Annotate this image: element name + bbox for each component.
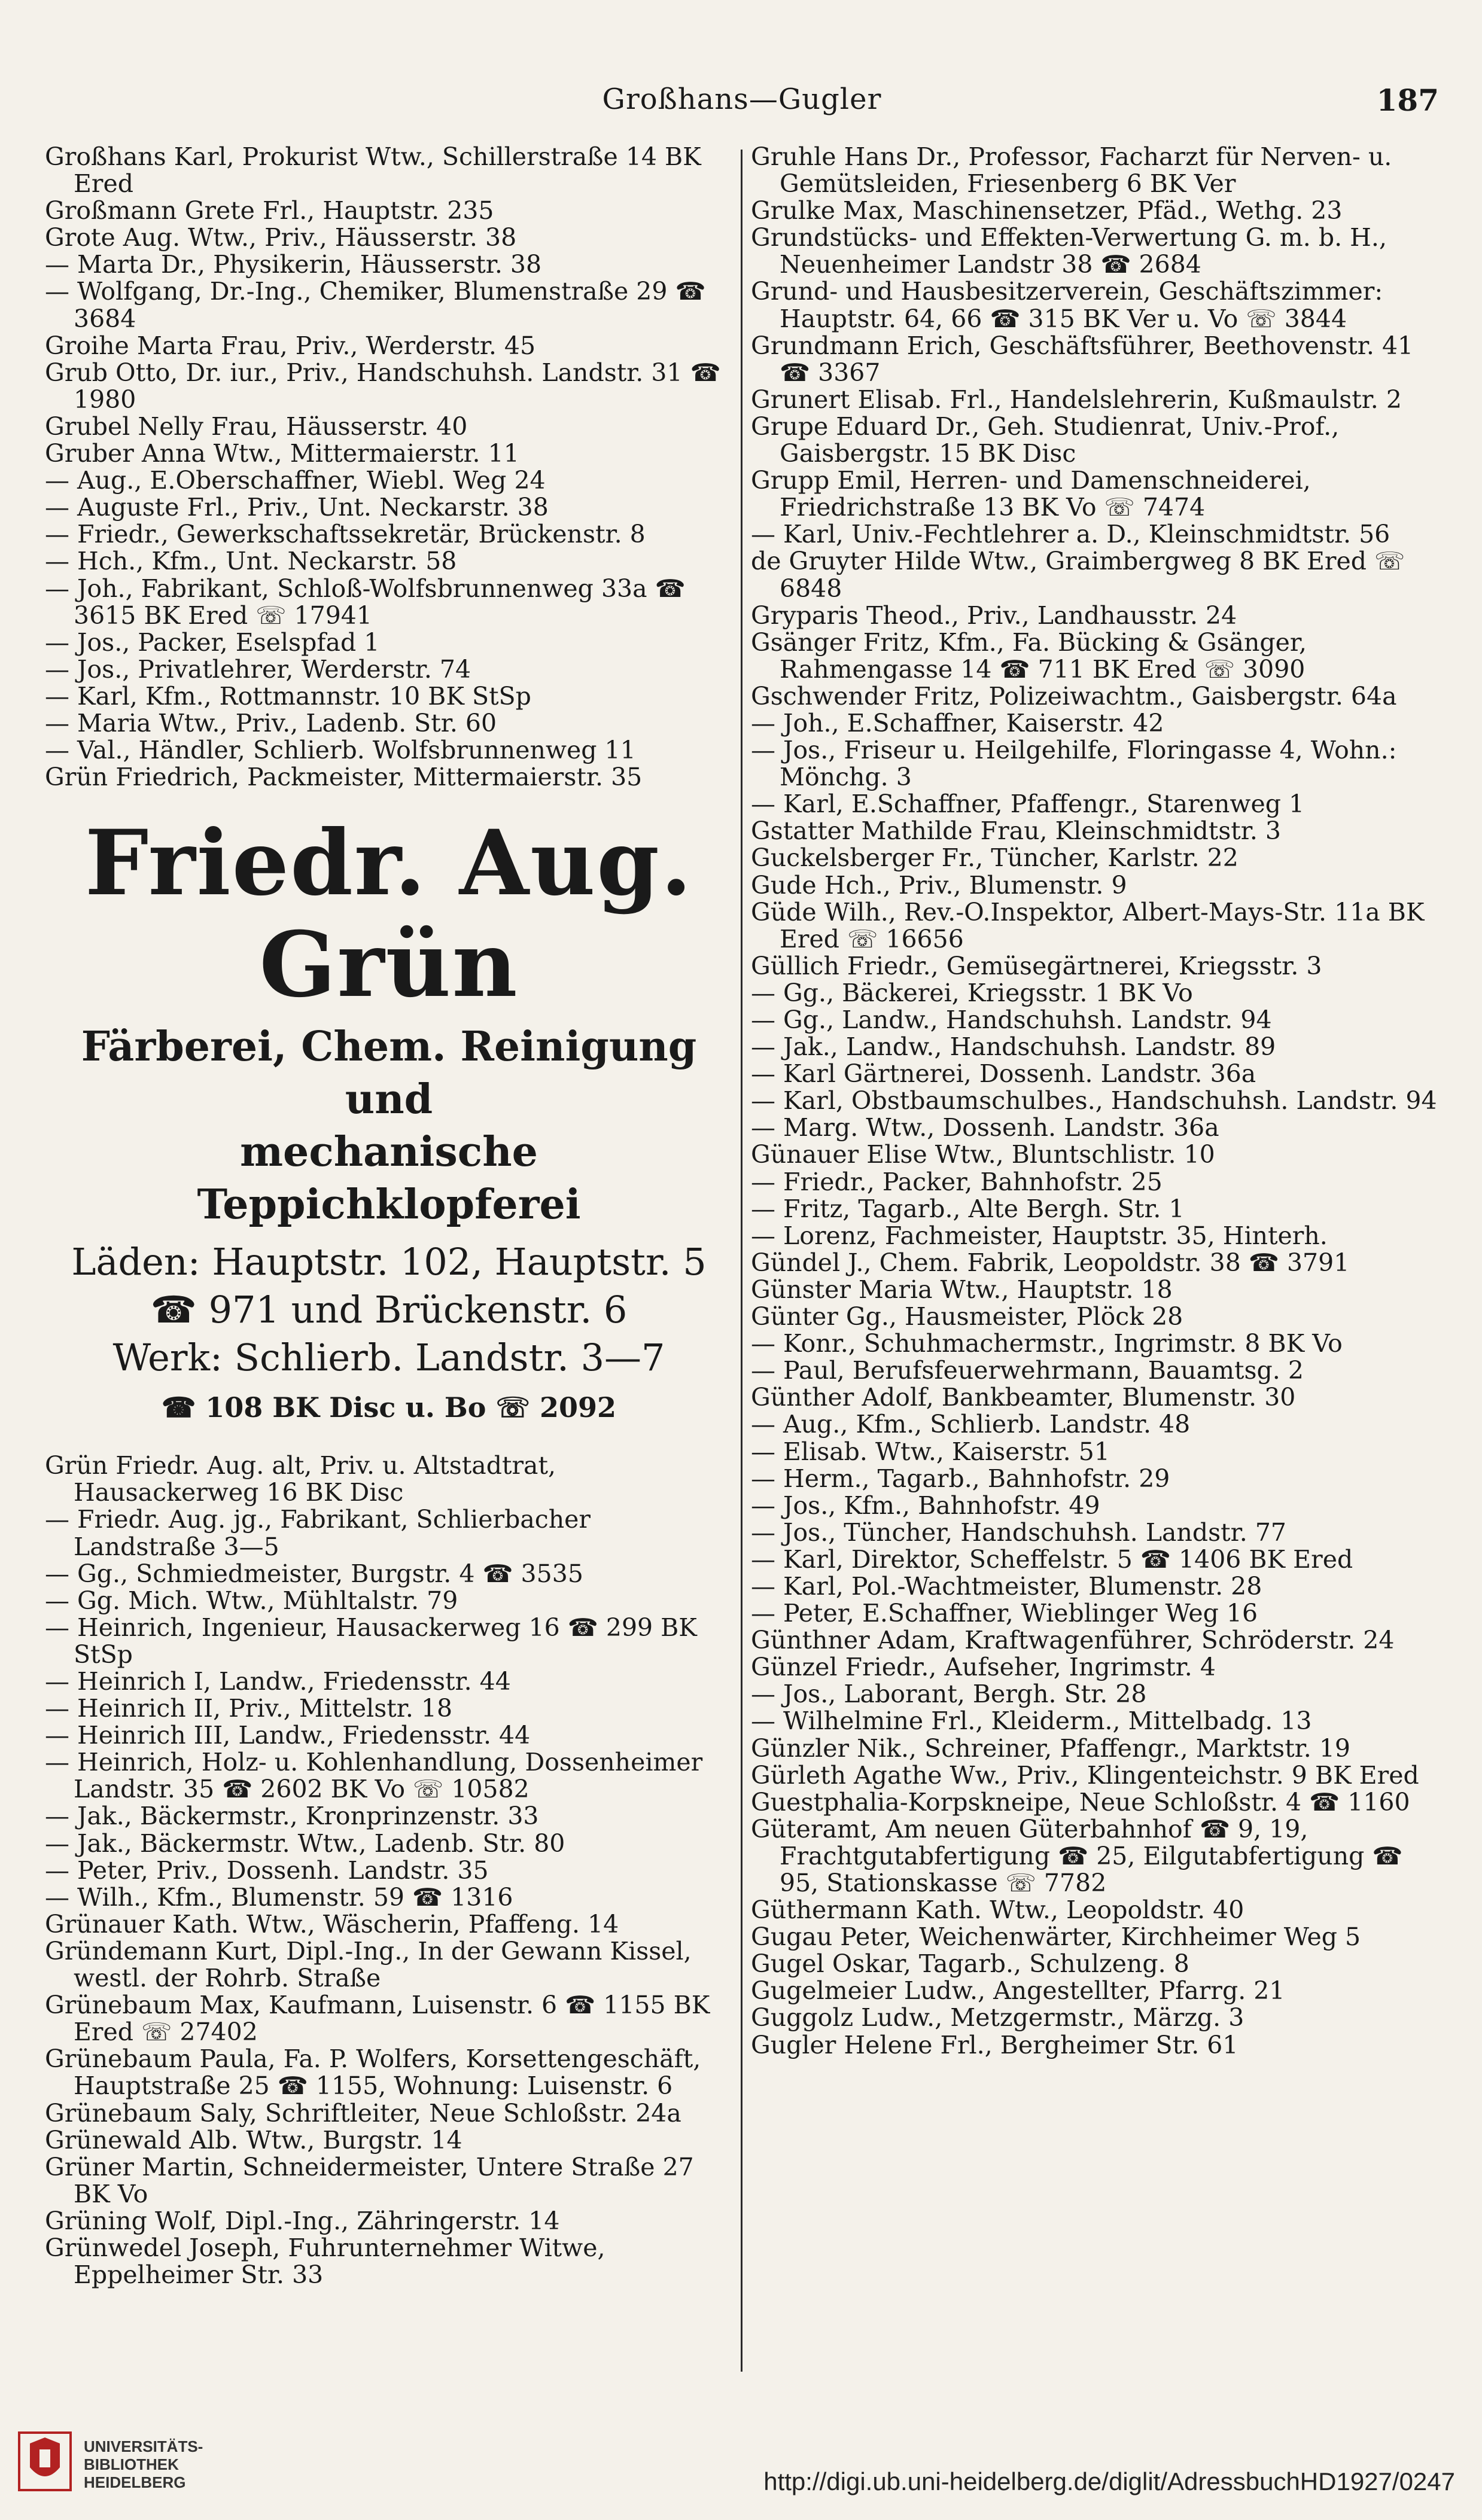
page-header [45,78,1439,126]
source-url[interactable]: http://digi.ub.uni-heidelberg.de/diglit/AdressbuchHD1927/0247 [763,2467,1455,2495]
directory-entry: — Heinrich II, Priv., Mittelstr. 18 [45,1694,453,1723]
directory-entry: — Jos., Kfm., Bahnhofstr. 49 [751,1491,1100,1520]
directory-entry: Guckelsberger Fr., Tüncher, Karlstr. 22 [751,843,1238,873]
advert-shops-line2: ☎ 971 und Brückenstr. 6 [150,1288,628,1332]
directory-entry: — Maria Wtw., Priv., Ladenb. Str. 60 [45,708,497,738]
directory-entry: Grüning Wolf, Dipl.-Ing., Zähringerstr. 14 [45,2206,560,2235]
directory-entry: Groihe Marta Frau, Priv., Werderstr. 45 [45,331,536,360]
directory-entry: — Karl Gärtnerei, Dossenh. Landstr. 36a [751,1059,1256,1089]
directory-entry: — Gg. Mich. Wtw., Mühltalstr. 79 [45,1586,458,1615]
directory-entry: Grulke Max, Maschinensetzer, Pfäd., Wethg. 23 [751,196,1343,226]
directory-entry: — Jak., Bäckermstr. Wtw., Ladenb. Str. 80 [45,1829,565,1858]
directory-entry: Günthner Adam, Kraftwagenführer, Schröderstr. 24 [751,1626,1395,1655]
directory-entry: Gschwender Fritz, Polizeiwachtm., Gaisbergstr. 64a [751,681,1397,711]
library-logo-text [84,2437,203,2491]
directory-entry: Güde Wilh., Rev.-O.Inspektor, Albert-Mays-Str. 11a BK Ered ☏ 16656 [751,897,1425,953]
directory-entry: — Jos., Packer, Eselspfad 1 [45,627,380,657]
page-footer [0,2399,1482,2520]
directory-entry: — Auguste Frl., Priv., Unt. Neckarstr. 38 [45,493,549,522]
directory-entry: Gugel Oskar, Tagarb., Schulzeng. 8 [751,1949,1189,1979]
directory-entry: Grünebaum Max, Kaufmann, Luisenstr. 6 ☎ 1155 BK Ered ☏ 27402 [45,1991,710,2047]
directory-entry: Gryparis Theod., Priv., Landhausstr. 24 [751,601,1237,630]
directory-entry: — Jos., Privatlehrer, Werderstr. 74 [45,654,471,684]
left-entries-before-ad [45,144,733,791]
library-logo-icon [18,2431,72,2491]
directory-entry: Großmann Grete Frl., Hauptstr. 235 [45,196,494,226]
advert-phone-line: ☎ 108 BK Disc u. Bo ☏ 2092 [161,1391,617,1424]
logo-line-3: HEIDELBERG [84,2473,186,2491]
advert-grun [45,812,733,1428]
directory-entry: Grünewald Alb. Wtw., Burgstr. 14 [45,2125,462,2155]
left-entries-after-ad [45,1452,733,2289]
directory-entry: Guggolz Ludw., Metzgermstr., Märzg. 3 [751,2003,1244,2033]
logo-line-1: UNIVERSITÄTS- [84,2437,203,2455]
directory-entry: — Jos., Friseur u. Heilgehilfe, Floringasse 4, Wohn.: Mönchg. 3 [751,736,1397,792]
directory-entry: Gugelmeier Ludw., Angestellter, Pfarrg. 21 [751,1976,1285,2006]
directory-entry: — Elisab. Wtw., Kaiserstr. 51 [751,1437,1110,1466]
directory-entry: — Heinrich, Holz- u. Kohlenhandlung, Dossenheimer Landstr. 35 ☎ 2602 BK Vo ☏ 10582 [45,1748,703,1804]
advert-works-line: Werk: Schlierb. Landstr. 3—7 [112,1336,665,1380]
directory-entry: — Wilhelmine Frl., Kleiderm., Mittelbadg. 13 [751,1707,1312,1736]
directory-entry: — Herm., Tagarb., Bahnhofstr. 29 [751,1464,1170,1493]
directory-entry: Grün Friedrich, Packmeister, Mittermaierstr. 35 [45,763,643,792]
advert-services-line1: Färberei, Chem. Reinigung und [81,1023,697,1124]
directory-entry: — Konr., Schuhmachermstr., Ingrimstr. 8 BK Vo [751,1329,1343,1358]
directory-entry: Gründemann Kurt, Dipl.-Ing., In der Gewann Kissel, westl. der Rohrb. Straße [45,1936,692,1993]
directory-entry: — Aug., E.Oberschaffner, Wiebl. Weg 24 [45,466,546,495]
directory-entry: Grünebaum Paula, Fa. P. Wolfers, Korsettengeschäft, Hauptstraße 25 ☎ 1155, Wohnung: Luisenstr. 6 [45,2044,701,2101]
directory-entry: — Jos., Laborant, Bergh. Str. 28 [751,1680,1147,1709]
directory-entry: — Karl, Pol.-Wachtmeister, Blumenstr. 28 [751,1571,1262,1601]
directory-entry: — Wolfgang, Dr.-Ing., Chemiker, Blumenstraße 29 ☎ 3684 [45,277,706,333]
directory-entry: — Karl, Obstbaumschulbes., Handschuhsh. Landstr. 94 [751,1086,1437,1116]
directory-entry: — Jak., Landw., Handschuhsh. Landstr. 89 [751,1032,1276,1062]
directory-entry: Gsänger Fritz, Kfm., Fa. Bücking & Gsänger, Rahmengasse 14 ☎ 711 BK Ered ☏ 3090 [751,627,1307,684]
directory-entry: Gugler Helene Frl., Bergheimer Str. 61 [751,2030,1238,2059]
directory-entry: — Hch., Kfm., Unt. Neckarstr. 58 [45,547,457,576]
advert-shops-line: Läden: Hauptstr. 102, Hauptstr. 5 [71,1240,707,1284]
directory-entry: — Karl, Kfm., Rottmannstr. 10 BK StSp [45,681,531,711]
directory-entry: Gruber Anna Wtw., Mittermaierstr. 11 [45,439,519,468]
directory-entry: Grupe Eduard Dr., Geh. Studienrat, Univ.-Prof., Gaisbergstr. 15 BK Disc [751,412,1340,468]
directory-entry: Günauer Elise Wtw., Bluntschlistr. 10 [751,1140,1215,1169]
left-column [45,144,733,2289]
directory-entry: Guestphalia-Korpskneipe, Neue Schloßstr. 4 ☎ 1160 [751,1787,1410,1817]
directory-entry: Güthermann Kath. Wtw., Leopoldstr. 40 [751,1896,1244,1925]
directory-entry: — Jak., Bäckermstr., Kronprinzenstr. 33 [45,1802,539,1831]
directory-entry: — Karl, Univ.-Fechtlehrer a. D., Kleinschmidtstr. 56 [751,520,1390,549]
directory-entry: Grünwedel Joseph, Fuhrunternehmer Witwe, Eppelheimer Str. 33 [45,2233,605,2290]
directory-entry: — Joh., Fabrikant, Schloß-Wolfsbrunnenweg 33a ☎ 3615 BK Ered ☏ 17941 [45,574,686,630]
directory-entry: Grubel Nelly Frau, Häusserstr. 40 [45,412,468,441]
directory-entry: Gugau Peter, Weichenwärter, Kirchheimer Weg 5 [751,1922,1361,1952]
advert-services-line2: mechanische Teppichklopferei [197,1128,581,1229]
directory-entry: — Friedr., Gewerkschaftssekretär, Brückenstr. 8 [45,520,646,549]
directory-entry: Grün Friedr. Aug. alt, Priv. u. Altstadtrat, Hausackerweg 16 BK Disc [45,1451,556,1507]
directory-entry: Grub Otto, Dr. iur., Priv., Handschuhsh. Landstr. 31 ☎ 1980 [45,358,721,414]
directory-entry: — Karl, E.Schaffner, Pfaffengr., Starenweg 1 [751,790,1305,819]
directory-entry: — Joh., E.Schaffner, Kaiserstr. 42 [751,708,1164,738]
directory-entry: — Gg., Schmiedmeister, Burgstr. 4 ☎ 3535 [45,1559,583,1588]
right-entries [751,144,1445,2059]
directory-entry: Grünauer Kath. Wtw., Wäscherin, Pfaffeng. 14 [45,1909,619,1939]
directory-entry: Gürleth Agathe Ww., Priv., Klingenteichstr. 9 BK Ered [751,1760,1419,1790]
logo-line-2: BIBLIOTHEK [84,2455,179,2473]
directory-entry: — Paul, Berufsfeuerwehrmann, Bauamtsg. 2 [751,1356,1304,1385]
directory-entry: Günzel Friedr., Aufseher, Ingrimstr. 4 [751,1653,1216,1682]
directory-entry: Grundmann Erich, Geschäftsführer, Beethovenstr. 41 ☎ 3367 [751,331,1414,387]
directory-entry: Grupp Emil, Herren- und Damenschneiderei, Friedrichstraße 13 BK Vo ☏ 7474 [751,466,1311,522]
advert-company-name: Friedr. Aug. Grün [84,810,693,1018]
directory-entry: Günther Adolf, Bankbeamter, Blumenstr. 30 [751,1383,1296,1412]
directory-entry: — Peter, Priv., Dossenh. Landstr. 35 [45,1855,489,1885]
directory-entry: Grote Aug. Wtw., Priv., Häusserstr. 38 [45,223,517,252]
directory-entry: — Heinrich I, Landw., Friedensstr. 44 [45,1667,511,1696]
directory-entry: Gündel J., Chem. Fabrik, Leopoldstr. 38 ☎ 3791 [751,1248,1350,1277]
directory-entry: — Aug., Kfm., Schlierb. Landstr. 48 [751,1410,1191,1439]
directory-entry: Großhans Karl, Prokurist Wtw., Schillerstraße 14 BK Ered [45,142,701,199]
directory-entry: — Wilh., Kfm., Blumenstr. 59 ☎ 1316 [45,1882,513,1912]
directory-entry: — Friedr., Packer, Bahnhofstr. 25 [751,1167,1163,1196]
directory-entry: Grunert Elisab. Frl., Handelslehrerin, Kußmaulstr. 2 [751,385,1402,414]
directory-entry: Grüner Martin, Schneidermeister, Untere Straße 27 BK Vo [45,2152,694,2208]
directory-entry: Güllich Friedr., Gemüsegärtnerei, Kriegsstr. 3 [751,951,1322,980]
directory-entry: — Heinrich, Ingenieur, Hausackerweg 16 ☎ 299 BK StSp [45,1613,697,1669]
directory-entry: — Fritz, Tagarb., Alte Bergh. Str. 1 [751,1194,1185,1223]
directory-entry: Gude Hch., Priv., Blumenstr. 9 [751,870,1127,900]
directory-entry: Güteramt, Am neuen Güterbahnhof ☎ 9, 19, Frachtgutabfertigung ☎ 25, Eilgutabfertigung ☎ 95, Stationskasse ☏ 7782 [751,1814,1403,1897]
directory-entry: — Lorenz, Fachmeister, Hauptstr. 35, Hinterh. [751,1221,1328,1250]
directory-entry: Günter Gg., Hausmeister, Plöck 28 [751,1302,1183,1331]
directory-entry: — Peter, E.Schaffner, Wieblinger Weg 16 [751,1599,1258,1628]
directory-entry: — Friedr. Aug. jg., Fabrikant, Schlierbacher Landstraße 3—5 [45,1505,591,1561]
directory-entry: — Marg. Wtw., Dossenh. Landstr. 36a [751,1113,1219,1142]
directory-entry: Grund- und Hausbesitzerverein, Geschäftszimmer: Hauptstr. 64, 66 ☎ 315 BK Ver u. Vo ☏ 3844 [751,277,1383,333]
directory-entry: — Marta Dr., Physikerin, Häusserstr. 38 [45,250,542,279]
directory-entry: — Jos., Tüncher, Handschuhsh. Landstr. 77 [751,1518,1286,1547]
page-number: 187 [1376,83,1439,118]
column-divider [741,150,742,2372]
directory-entry: — Heinrich III, Landw., Friedensstr. 44 [45,1721,531,1750]
directory-entry: de Gruyter Hilde Wtw., Graimbergweg 8 BK Ered ☏ 6848 [751,547,1405,603]
directory-entry: Gstatter Mathilde Frau, Kleinschmidtstr. 3 [751,816,1282,846]
directory-entry: — Gg., Bäckerei, Kriegsstr. 1 BK Vo [751,978,1193,1007]
directory-entry: Günster Maria Wtw., Hauptstr. 18 [751,1275,1173,1304]
right-column [751,144,1445,2059]
directory-entry: Gruhle Hans Dr., Professor, Facharzt für Nerven- u. Gemütsleiden, Friesenberg 6 BK Ver [751,142,1392,199]
page-title: Großhans—Gugler [602,83,882,116]
directory-entry: — Val., Händler, Schlierb. Wolfsbrunnenweg 11 [45,736,636,765]
directory-entry: Grundstücks- und Effekten-Verwertung G. m. b. H., Neuenheimer Landstr 38 ☎ 2684 [751,223,1387,279]
directory-entry: Grünebaum Saly, Schriftleiter, Neue Schloßstr. 24a [45,2098,681,2128]
directory-entry: — Gg., Landw., Handschuhsh. Landstr. 94 [751,1005,1272,1034]
directory-entry: — Karl, Direktor, Scheffelstr. 5 ☎ 1406 BK Ered [751,1544,1353,1574]
directory-entry: Günzler Nik., Schreiner, Pfaffengr., Marktstr. 19 [751,1733,1350,1763]
